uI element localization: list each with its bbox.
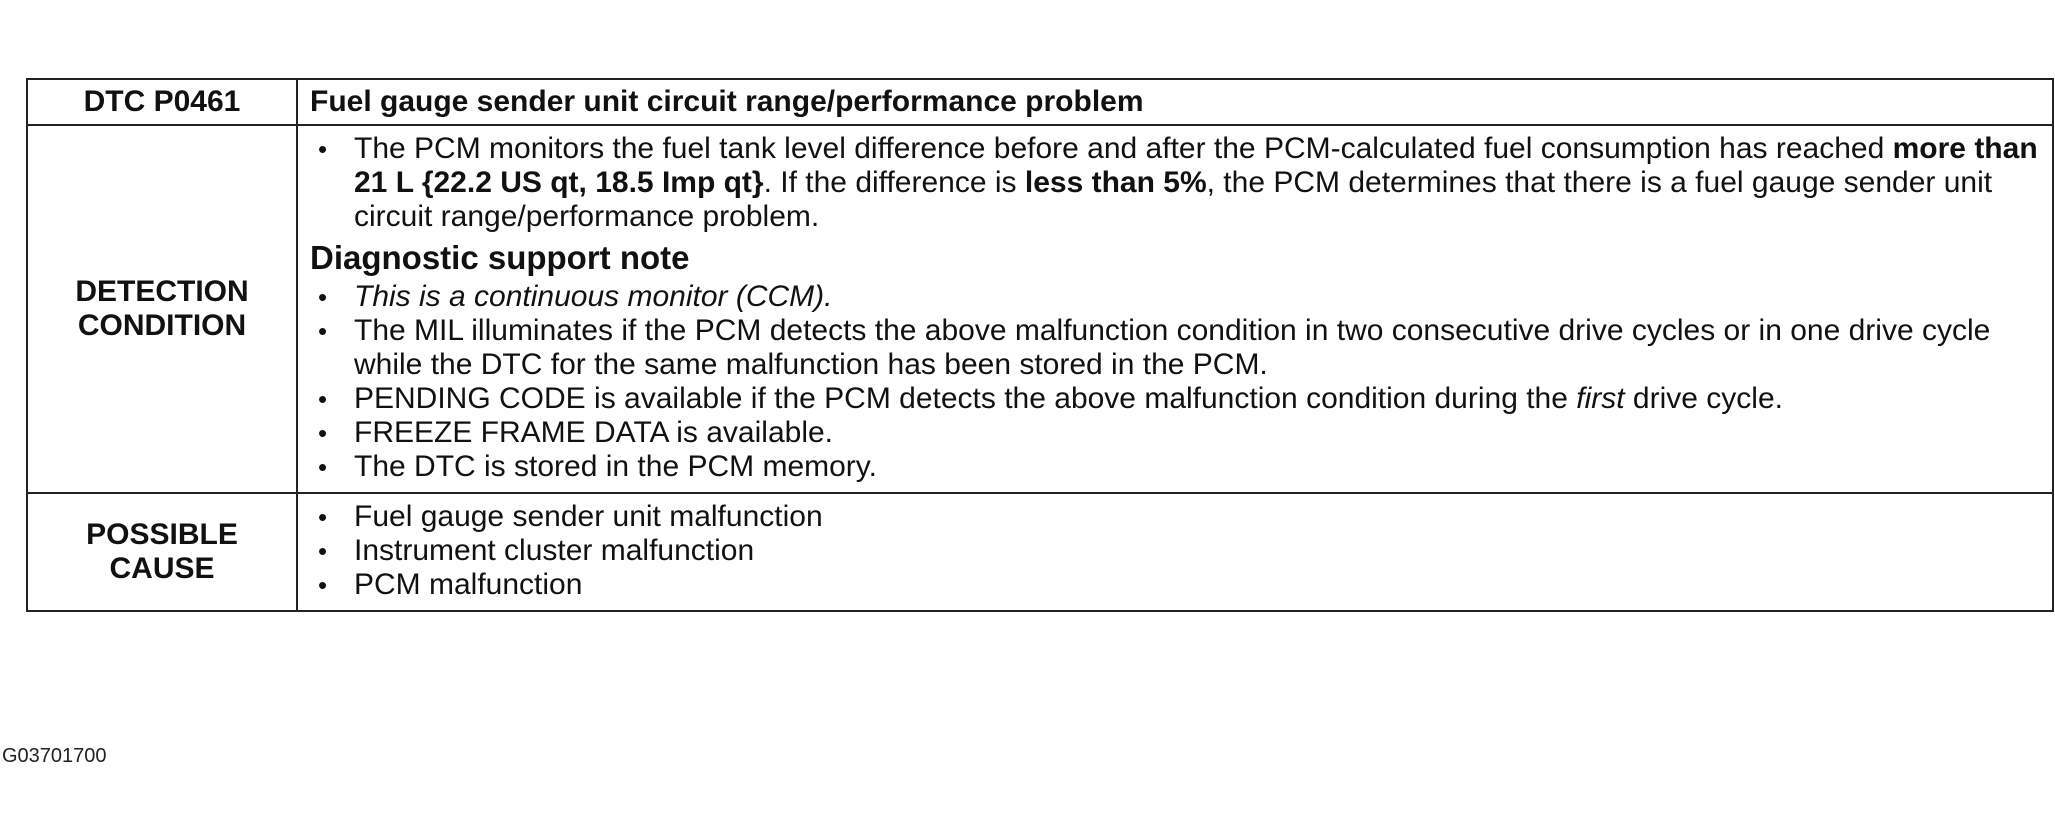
note-continuous-monitor: This is a continuous monitor (CCM). xyxy=(354,280,833,313)
detection-condition-label xyxy=(27,125,297,493)
dtc-code-cell: DTC P0461 xyxy=(27,79,297,125)
detection-condition-row xyxy=(27,125,2053,493)
note-item xyxy=(310,280,2040,314)
dtc-title-cell: Fuel gauge sender unit circuit range/performance problem xyxy=(297,79,2053,125)
cause-label-line-2: CAUSE xyxy=(109,552,215,585)
difference-threshold: less than 5% xyxy=(1024,166,1207,199)
possible-cause-label xyxy=(27,493,297,611)
pending-code-text-1: PENDING CODE is available if the PCM detects the above malfunction condition during the xyxy=(354,382,1577,415)
cause-label-line-1: POSSIBLE xyxy=(86,518,238,551)
diagnostic-notes-list xyxy=(310,280,2040,484)
pending-code-text-2: drive cycle. xyxy=(1624,382,1783,415)
figure-code: G03701700 xyxy=(2,745,107,767)
detection-label-line-1: DETECTION xyxy=(75,275,249,308)
pending-code-emphasis: first xyxy=(1576,382,1625,415)
monitor-text-2: . If the difference is xyxy=(763,166,1025,199)
detection-condition-content xyxy=(297,125,2053,493)
possible-cause-list xyxy=(310,500,2040,602)
detection-label-line-2: CONDITION xyxy=(77,309,247,342)
monitor-description xyxy=(310,132,2040,234)
note-item: • The DTC is stored in the PCM memory. xyxy=(310,450,2040,484)
cause-item: • PCM malfunction xyxy=(310,568,2040,602)
volume-threshold: more than 21 L {22.2 US qt, 18.5 Imp qt} xyxy=(354,132,2038,199)
monitor-text-3: , the PCM determines that there is a fuel gauge sender unit circuit range/performance problem. xyxy=(354,166,1993,233)
diagnostic-support-note-heading: Diagnostic support note xyxy=(310,239,690,276)
possible-cause-content xyxy=(297,493,2053,611)
monitor-list xyxy=(310,132,2040,234)
possible-cause-row xyxy=(27,493,2053,611)
dtc-table xyxy=(26,78,2054,612)
note-item: • The MIL illuminates if the PCM detects the above malfunction condition in two consecutive drive cycles or in one drive cycle while the DTC for the same malfunction has been stored in the PCM. xyxy=(310,314,2040,382)
cause-item: • Instrument cluster malfunction xyxy=(310,534,2040,568)
monitor-text-1: The PCM monitors the fuel tank level difference before and after the PCM-calculated fuel consumption has reached xyxy=(354,132,1893,165)
dtc-header-row xyxy=(27,79,2053,125)
cause-item: • Fuel gauge sender unit malfunction xyxy=(310,500,2040,534)
note-item xyxy=(310,382,2040,416)
note-item: • FREEZE FRAME DATA is available. xyxy=(310,416,2040,450)
